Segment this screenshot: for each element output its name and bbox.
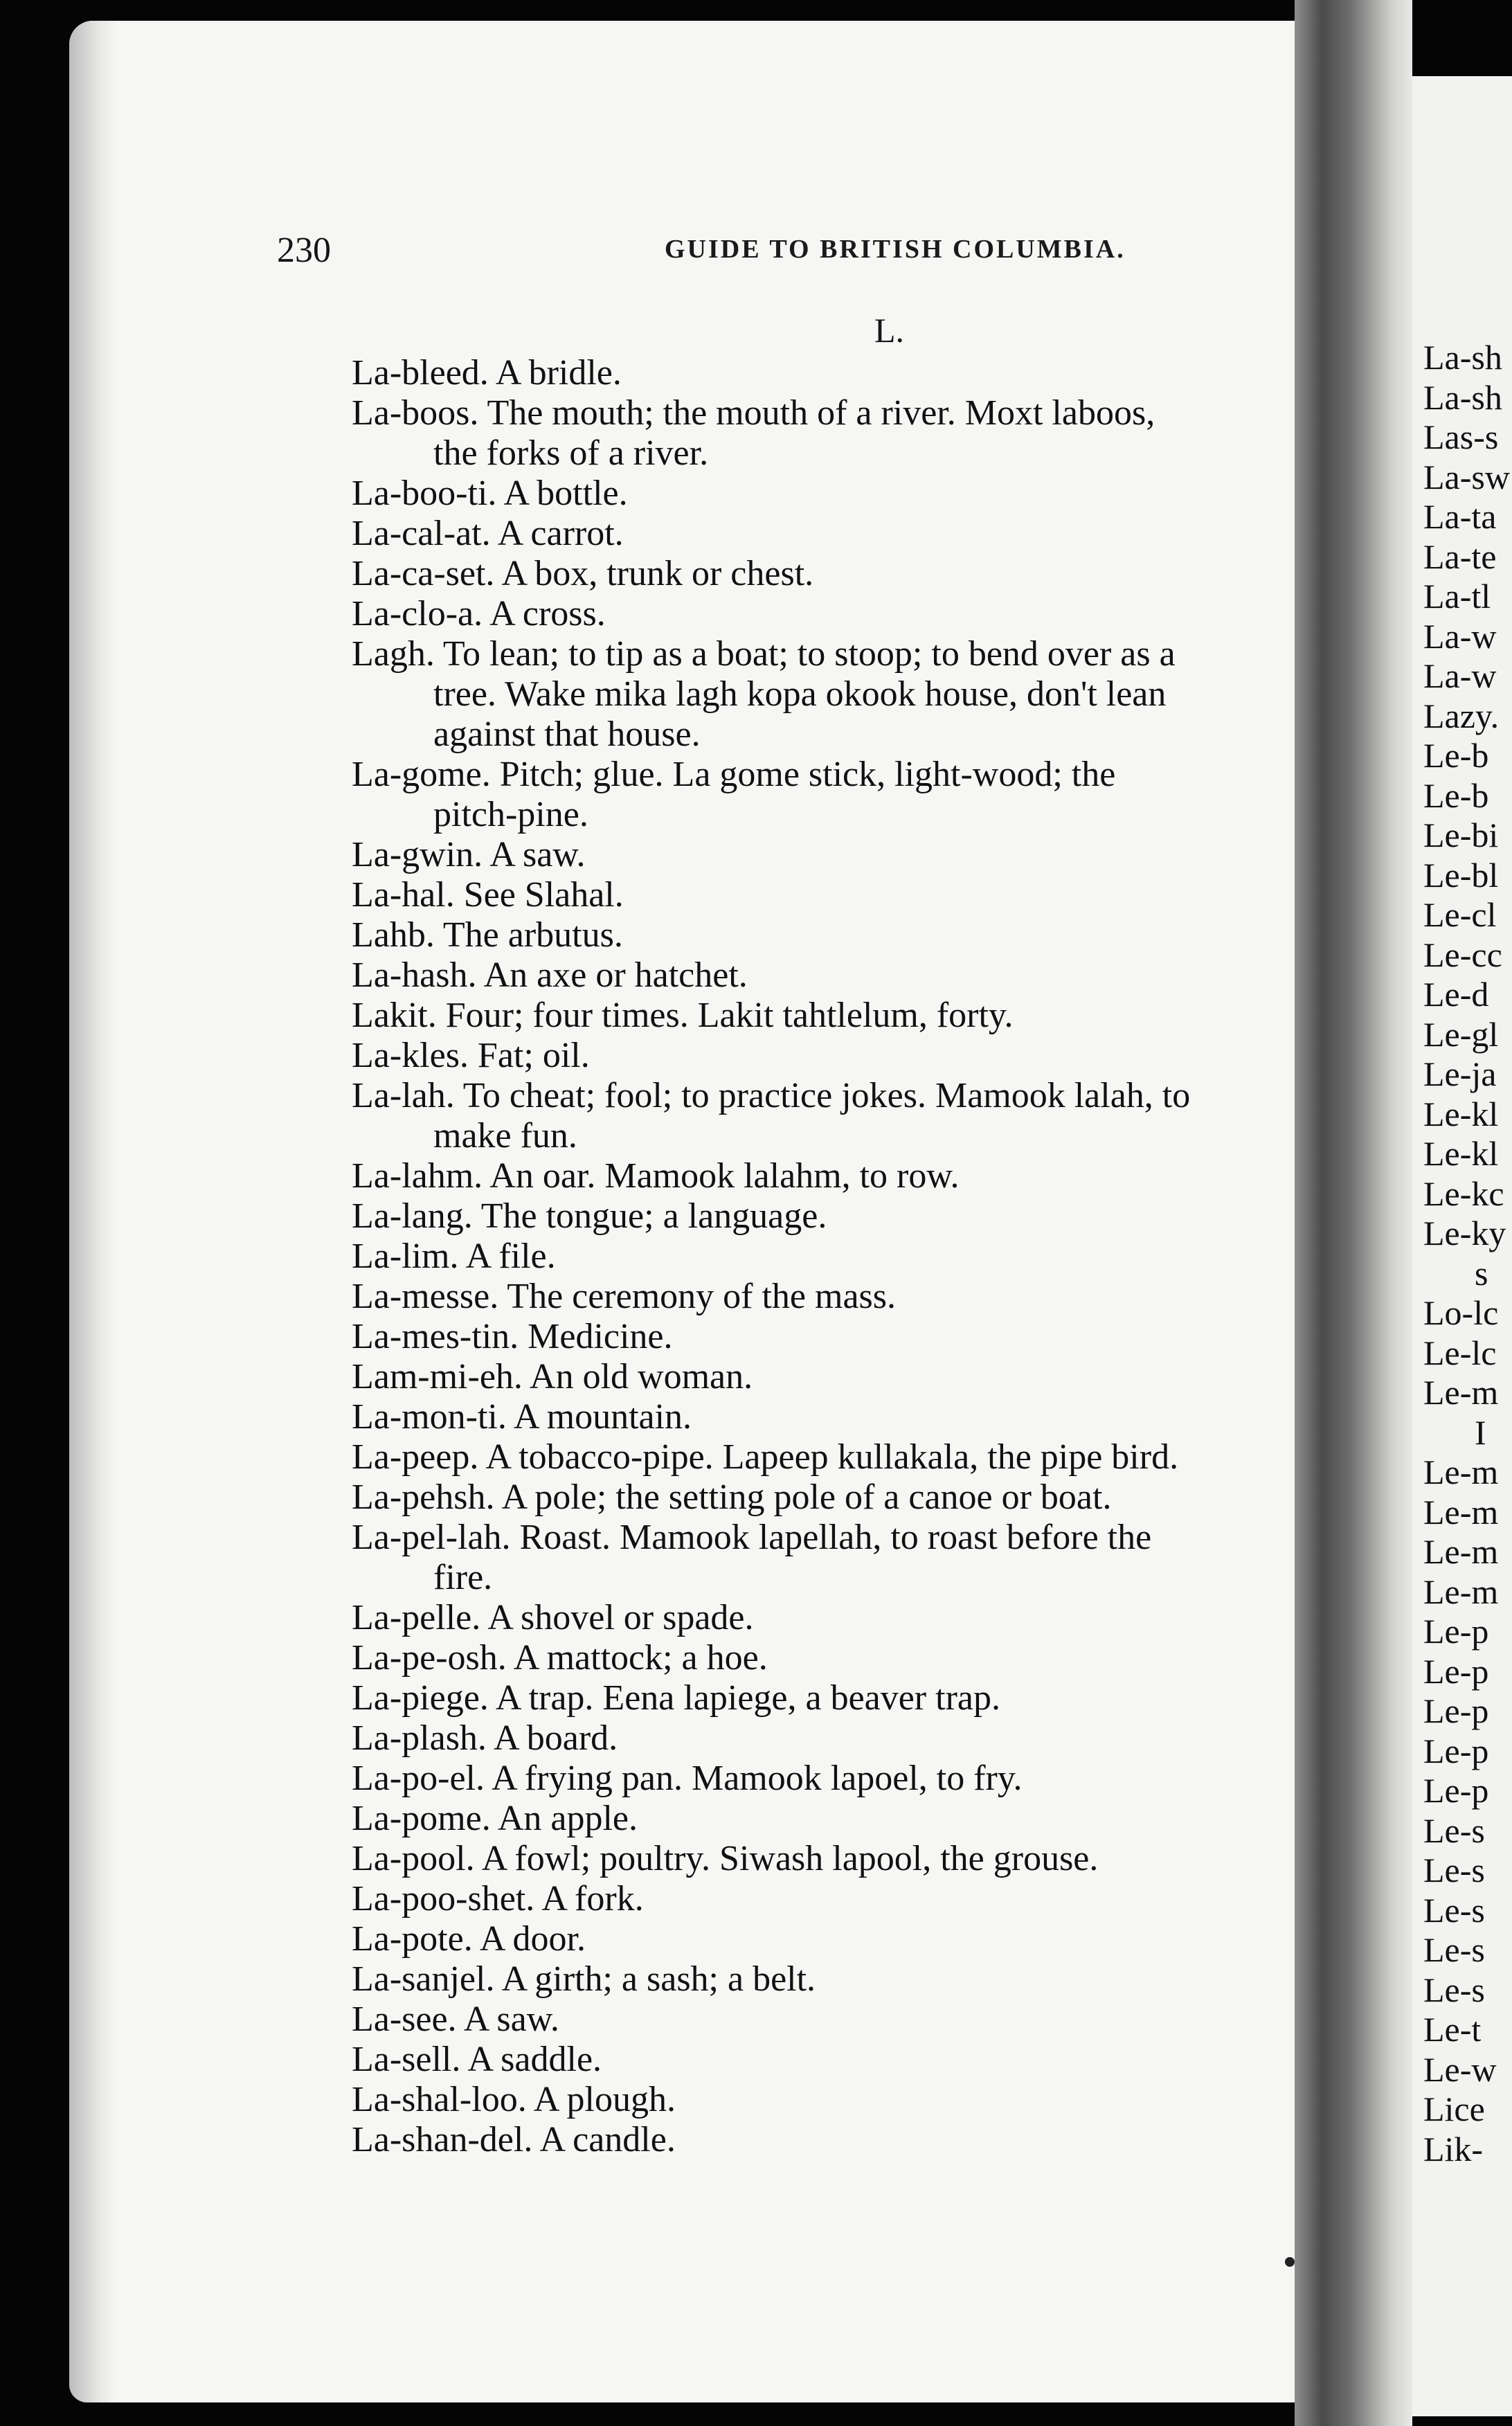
- facing-page-line: Le-p: [1423, 1651, 1489, 1691]
- glossary-entry: La-hal. See Slahal.: [352, 875, 624, 915]
- facing-page-line: Le-ja: [1423, 1054, 1497, 1093]
- facing-page-line: Le-s: [1423, 1930, 1485, 1969]
- glossary-entry: La-piege. A trap. Eena lapiege, a beaver trap.: [352, 1678, 1000, 1718]
- facing-page-line: Le-p: [1423, 1771, 1489, 1810]
- glossary-entry: La-sell. A saddle.: [352, 2040, 602, 2079]
- glossary-entry-continuation: pitch-pine.: [433, 795, 588, 834]
- facing-page-line: Le-m: [1423, 1492, 1499, 1531]
- book-page: [69, 21, 1385, 2402]
- glossary-entry: La-pome. An apple.: [352, 1799, 638, 1838]
- facing-page-line: Le-bl: [1423, 855, 1499, 895]
- glossary-entry: La-pehsh. A pole; the setting pole of a canoe or boat.: [352, 1477, 1112, 1517]
- glossary-entry: La-boos. The mouth; the mouth of a river. Moxt laboos,: [352, 393, 1155, 433]
- facing-page-line: Le-p: [1423, 1612, 1489, 1651]
- facing-page-line: Las-s: [1423, 417, 1499, 456]
- glossary-entry: La-lim. A file.: [352, 1237, 556, 1276]
- facing-page-line: Le-s: [1423, 1890, 1485, 1930]
- page-header: [277, 230, 1385, 278]
- glossary-entry: La-pe-osh. A mattock; a hoe.: [352, 1638, 768, 1678]
- facing-page-line: Le-b: [1423, 736, 1489, 775]
- glossary-entry: La-pel-lah. Roast. Mamook lapellah, to roast before the: [352, 1518, 1152, 1557]
- facing-page-line: Le-cl: [1423, 895, 1497, 934]
- facing-page-line: Le-gl: [1423, 1014, 1499, 1054]
- page-edge-shadow: [69, 21, 118, 2402]
- section-letter: L.: [874, 311, 905, 350]
- facing-page-line: Le-m: [1423, 1572, 1499, 1611]
- facing-page-line: Le-m: [1423, 1453, 1499, 1491]
- glossary-entry: La-gome. Pitch; glue. La gome stick, light-wood; the: [352, 755, 1116, 794]
- glossary-entry: Lakit. Four; four times. Lakit tahtlelum, forty.: [352, 996, 1014, 1035]
- facing-page-line: Le-kl: [1423, 1134, 1499, 1173]
- glossary-entry: La-lah. To cheat; fool; to practice jokes. Mamook lalah, to: [352, 1076, 1191, 1115]
- facing-page-fragment: [1412, 76, 1512, 2416]
- facing-page-line: Le-w: [1423, 2049, 1497, 2089]
- glossary-entry-continuation: tree. Wake mika lagh kopa okook house, don't lean: [433, 674, 1167, 714]
- facing-page-line: I: [1475, 1412, 1486, 1452]
- glossary-entry: La-pool. A fowl; poultry. Siwash lapool, the grouse.: [352, 1839, 1099, 1878]
- facing-page-line: Le-t: [1423, 2010, 1482, 2049]
- glossary-entry: La-mon-ti. A mountain.: [352, 1397, 692, 1437]
- facing-page-line: La-tl: [1423, 577, 1491, 616]
- glossary-entry: La-sanjel. A girth; a sash; a belt.: [352, 1959, 816, 1999]
- facing-page-line: La-ta: [1423, 497, 1497, 536]
- facing-page-line: La-sh: [1423, 338, 1502, 377]
- facing-page-line: La-sw: [1423, 457, 1510, 496]
- glossary-entry: La-peep. A tobacco-pipe. Lapeep kullakala, the pipe bird.: [352, 1437, 1179, 1477]
- glossary-entry-continuation: make fun.: [433, 1116, 577, 1156]
- facing-page-line: Lice: [1423, 2090, 1485, 2128]
- page-number: 230: [277, 231, 331, 270]
- glossary-entry-continuation: the forks of a river.: [433, 433, 709, 473]
- glossary-entry: La-lahm. An oar. Mamook lalahm, to row.: [352, 1156, 960, 1196]
- glossary-entry: La-lang. The tongue; a language.: [352, 1196, 827, 1236]
- facing-page-line: Le-s: [1423, 1851, 1485, 1889]
- facing-page-line: La-te: [1423, 537, 1497, 576]
- glossary-entry: La-shan-del. A candle.: [352, 2120, 676, 2159]
- glossary-entry: La-bleed. A bridle.: [352, 353, 622, 393]
- glossary-entry: La-see. A saw.: [352, 2000, 559, 2039]
- glossary-entry: Lam-mi-eh. An old woman.: [352, 1357, 753, 1396]
- glossary-entry: La-shal-loo. A plough.: [352, 2080, 676, 2119]
- facing-page-line: Le-lc: [1423, 1333, 1497, 1372]
- glossary-entry-continuation: against that house.: [433, 715, 701, 754]
- facing-page-line: Le-s: [1423, 1970, 1485, 2009]
- facing-page-line: Le-kc: [1423, 1174, 1504, 1213]
- facing-page-line: Le-m: [1423, 1532, 1499, 1571]
- glossary-entry: La-pelle. A shovel or spade.: [352, 1598, 754, 1637]
- glossary-entry: Lahb. The arbutus.: [352, 915, 623, 955]
- facing-page-line: La-w: [1423, 656, 1497, 695]
- glossary-entry: La-pote. A door.: [352, 1919, 586, 1959]
- facing-page-line: Le-kl: [1423, 1094, 1499, 1133]
- running-head: GUIDE TO BRITISH COLUMBIA.: [665, 235, 1126, 264]
- glossary-entry: La-poo-shet. A fork.: [352, 1879, 644, 1919]
- facing-page-line: Le-s: [1423, 1810, 1485, 1850]
- facing-page-line: Le-bi: [1423, 816, 1499, 854]
- glossary-entry: La-ca-set. A box, trunk or chest.: [352, 554, 814, 593]
- facing-page-line: Lo-lc: [1423, 1293, 1499, 1332]
- glossary-entry: La-gwin. A saw.: [352, 835, 586, 874]
- glossary-entry: La-hash. An axe or hatchet.: [352, 955, 748, 995]
- glossary-entry: La-messe. The ceremony of the mass.: [352, 1277, 896, 1316]
- facing-page-line: Lik-: [1423, 2129, 1484, 2168]
- facing-page-line: La-w: [1423, 616, 1497, 656]
- facing-page-line: s: [1475, 1253, 1488, 1293]
- glossary-entry: La-mes-tin. Medicine.: [352, 1317, 673, 1356]
- facing-page-line: Le-b: [1423, 775, 1489, 815]
- glossary-entry: Lagh. To lean; to tip as a boat; to stoop; to bend over as a: [352, 634, 1176, 674]
- glossary-entry-continuation: fire.: [433, 1558, 493, 1597]
- facing-page-line: Le-d: [1423, 975, 1489, 1014]
- glossary-entry: La-po-el. A frying pan. Mamook lapoel, to fry.: [352, 1759, 1023, 1798]
- glossary-entry: La-clo-a. A cross.: [352, 594, 606, 634]
- facing-page-line: Le-p: [1423, 1731, 1489, 1770]
- facing-page-line: Le-m: [1423, 1373, 1499, 1412]
- glossary-entry: La-kles. Fat; oil.: [352, 1036, 590, 1075]
- facing-page-line: Le-cc: [1423, 935, 1502, 974]
- glossary-entry: La-plash. A board.: [352, 1718, 618, 1758]
- book-gutter: [1295, 0, 1412, 2426]
- glossary-entry: La-boo-ti. A bottle.: [352, 474, 628, 513]
- facing-page-line: La-sh: [1423, 377, 1502, 417]
- facing-page-line: Lazy.: [1423, 696, 1500, 735]
- facing-page-line: Le-p: [1423, 1691, 1489, 1730]
- ink-speck: [1285, 2257, 1295, 2267]
- glossary-entry: La-cal-at. A carrot.: [352, 514, 624, 553]
- facing-page-line: Le-ky: [1423, 1214, 1506, 1252]
